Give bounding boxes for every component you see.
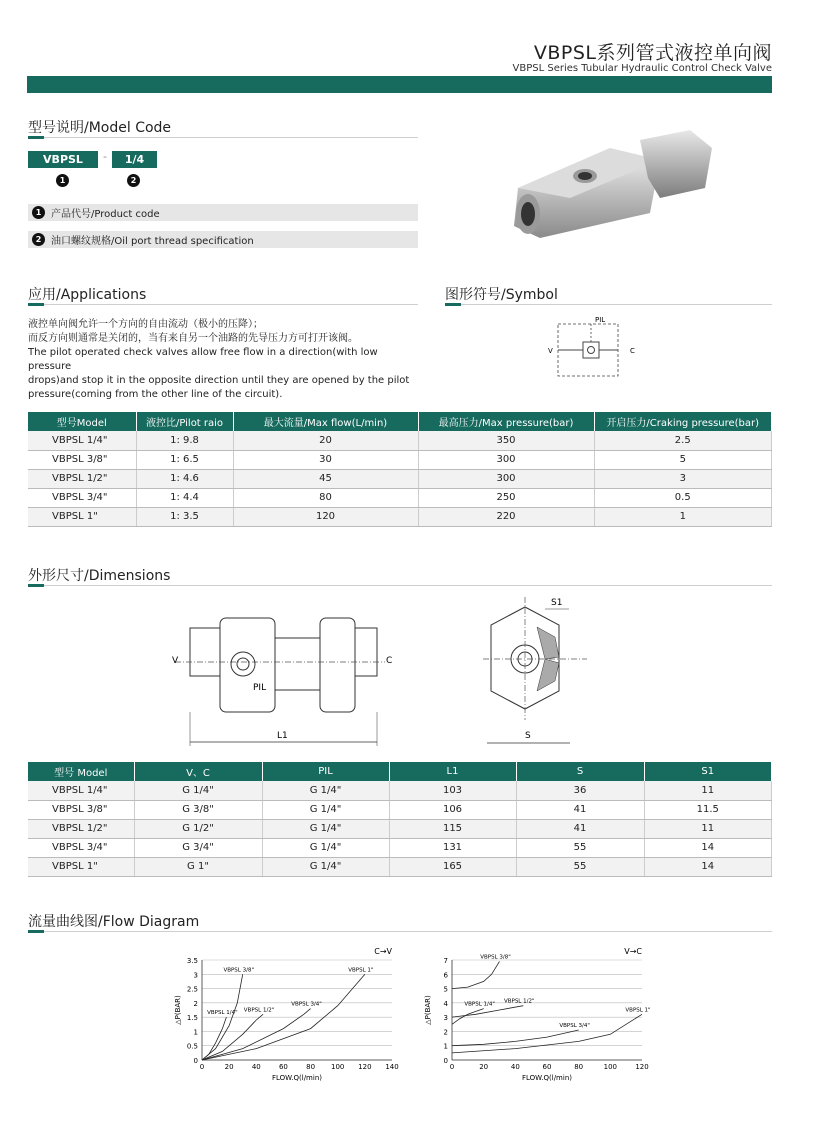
dim-table-cell: 11 <box>644 781 772 800</box>
dim-header-cell: 型号 Model <box>28 762 134 781</box>
series-label: VBPSL 3/8" <box>223 967 254 974</box>
dim-table-cell: 14 <box>644 857 772 876</box>
dim-table-cell: 41 <box>516 819 644 838</box>
series-label: VBPSL 1" <box>625 1007 651 1014</box>
spec-table-row <box>28 431 772 450</box>
spec-table <box>28 412 772 527</box>
spec-table-cell: VBPSL 1" <box>28 507 136 526</box>
series-line <box>452 961 500 988</box>
spec-table-cell: 20 <box>233 431 418 450</box>
spec-table-cell: 300 <box>418 469 594 488</box>
y-tick-label: 0 <box>443 1057 448 1065</box>
x-tick-label: 120 <box>358 1063 372 1071</box>
row-text: 产品代号/Product code <box>51 209 160 220</box>
row-text: 油口螺纹规格/Oil port thread specification <box>51 236 254 247</box>
series-label: VBPSL 3/4" <box>291 1001 322 1008</box>
flow-divider <box>28 931 772 932</box>
x-tick-label: 120 <box>635 1063 649 1071</box>
page-title-en: VBPSL Series Tubular Hydraulic Control Check Valve <box>512 63 772 74</box>
model-code-box-1: VBPSL <box>28 151 98 168</box>
y-tick-label: 5 <box>443 985 448 994</box>
spec-table-cell: 120 <box>233 507 418 526</box>
spec-table-header <box>28 412 772 431</box>
x-tick-label: 40 <box>510 1063 520 1071</box>
dim-table-cell: G 3/8" <box>134 800 262 819</box>
spec-table-cell: 3 <box>594 469 772 488</box>
spec-table-cell: 250 <box>418 488 594 507</box>
y-tick-label: 3.5 <box>186 957 198 965</box>
x-tick-label: 80 <box>574 1063 584 1071</box>
applications-title: 应用/Applications <box>28 287 147 303</box>
dim-table-cell: G 3/4" <box>134 838 262 857</box>
x-tick-label: 0 <box>199 1063 205 1071</box>
spec-table-cell: 1 <box>594 507 772 526</box>
y-axis-label: △P(BAR) <box>174 995 182 1025</box>
dimension-drawing-side <box>165 600 395 750</box>
spec-table-cell: VBPSL 1/2" <box>28 469 136 488</box>
dim-table-cell: G 1/4" <box>262 800 389 819</box>
spec-table-cell: 1: 4.6 <box>136 469 233 488</box>
applications-line: 而反方向则通常是关闭的，当有来自另一个油路的先导压力方可打开该阀。 <box>28 333 358 344</box>
series-label: VBPSL 3/8" <box>480 954 511 961</box>
dim-table-cell: 55 <box>516 838 644 857</box>
dim-table-row <box>28 819 772 838</box>
symbol-pil-label: PIL <box>595 316 606 324</box>
end-s-label: S <box>525 731 531 741</box>
header-bar <box>27 76 772 93</box>
dim-table-row <box>28 857 772 876</box>
series-line <box>202 1017 226 1060</box>
series-label: VBPSL 1/2" <box>243 1007 275 1014</box>
spec-table-row <box>28 507 772 526</box>
spec-table-cell: 30 <box>233 450 418 469</box>
y-tick-label: 0 <box>193 1057 198 1065</box>
chart-title: C→V <box>374 947 392 956</box>
spec-table-cell: VBPSL 3/4" <box>28 488 136 507</box>
x-tick-label: 60 <box>542 1063 552 1071</box>
y-tick-label: 7 <box>443 957 448 965</box>
side-v-label: V <box>172 656 179 666</box>
spec-table-cell: 45 <box>233 469 418 488</box>
spec-table-cell: 2.5 <box>594 431 772 450</box>
dim-table-cell: G 1/2" <box>134 819 262 838</box>
x-tick-label: 40 <box>251 1063 261 1071</box>
spec-table-cell: 80 <box>233 488 418 507</box>
spec-table-cell: 300 <box>418 450 594 469</box>
x-tick-label: 140 <box>385 1063 399 1071</box>
spec-table-row <box>28 488 772 507</box>
applications-line: drops)and stop it in the opposite direction until they are opened by the pilot <box>28 375 410 386</box>
flow-chart-c-to-v <box>170 942 405 1087</box>
chart-title: V→C <box>624 947 642 956</box>
model-code-row-1 <box>28 204 418 221</box>
dim-table-cell: 103 <box>389 781 516 800</box>
dim-table-cell: VBPSL 3/8" <box>28 800 134 819</box>
side-pil-label: PIL <box>253 683 267 693</box>
spec-header-cell: 最高压力/Max pressure(bar) <box>418 412 594 431</box>
y-tick-label: 3 <box>443 1014 448 1023</box>
y-tick-label: 1.5 <box>186 1014 198 1023</box>
dim-header-cell: S1 <box>644 762 772 781</box>
y-tick-label: 3 <box>193 971 198 980</box>
series-label: VBPSL 1" <box>348 967 374 974</box>
series-label: VBPSL 1/4" <box>207 1010 238 1017</box>
dim-table-cell: G 1/4" <box>262 781 389 800</box>
dim-table-cell: 55 <box>516 857 644 876</box>
dim-table-cell: VBPSL 1" <box>28 857 134 876</box>
side-c-label: C <box>386 656 393 666</box>
y-tick-label: 4 <box>443 999 448 1008</box>
series-line <box>452 1014 642 1053</box>
dim-table-cell: 41 <box>516 800 644 819</box>
y-tick-label: 2 <box>193 999 198 1008</box>
y-tick-label: 2 <box>443 1028 448 1037</box>
spec-table-cell: 5 <box>594 450 772 469</box>
spec-table-cell: 350 <box>418 431 594 450</box>
dim-header-cell: PIL <box>262 762 389 781</box>
x-tick-label: 20 <box>224 1063 234 1071</box>
model-code-dash: - <box>103 150 107 163</box>
symbol-divider <box>445 304 772 305</box>
symbol-v-label: V <box>548 347 553 355</box>
x-tick-label: 60 <box>278 1063 288 1071</box>
dim-table-cell: 165 <box>389 857 516 876</box>
x-tick-label: 0 <box>449 1063 455 1071</box>
y-tick-label: 2.5 <box>186 985 198 994</box>
model-code-number-2: 2 <box>127 174 140 187</box>
dimension-drawing-end <box>475 595 595 750</box>
dim-table-cell: G 1/4" <box>134 781 262 800</box>
dim-header-cell: S <box>516 762 644 781</box>
y-tick-label: 1 <box>443 1042 448 1051</box>
dim-table-cell: 11.5 <box>644 800 772 819</box>
dim-header-cell: L1 <box>389 762 516 781</box>
model-code-number-1: 1 <box>56 174 69 187</box>
y-tick-label: 6 <box>443 971 448 980</box>
symbol-title: 图形符号/Symbol <box>445 287 558 303</box>
valve-product-photo <box>500 118 720 248</box>
dim-table-row <box>28 781 772 800</box>
dim-table-cell: 11 <box>644 819 772 838</box>
dim-table-cell: G 1/4" <box>262 857 389 876</box>
dimensions-divider <box>28 585 772 586</box>
spec-table-cell: 1: 6.5 <box>136 450 233 469</box>
side-l1-label: L1 <box>277 731 288 741</box>
row-number: 1 <box>32 206 45 219</box>
spec-header-cell: 最大流量/Max flow(L/min) <box>233 412 418 431</box>
dim-table-row <box>28 838 772 857</box>
spec-header-cell: 开启压力/Craking pressure(bar) <box>594 412 772 431</box>
model-code-row-2 <box>28 231 418 248</box>
spec-table-cell: VBPSL 1/4" <box>28 431 136 450</box>
spec-table-row <box>28 469 772 488</box>
y-tick-label: 0.5 <box>186 1042 198 1051</box>
dim-table-cell: 14 <box>644 838 772 857</box>
spec-table-cell: 1: 4.4 <box>136 488 233 507</box>
applications-text <box>28 318 423 402</box>
dim-header-cell: V、C <box>134 762 262 781</box>
applications-line: The pilot operated check valves allow free flow in a direction(with low pressure <box>28 347 378 372</box>
x-tick-label: 20 <box>479 1063 489 1071</box>
applications-line: pressure(coming from the other line of the circuit). <box>28 389 283 400</box>
x-axis-label: FLOW.Q(l/min) <box>271 1074 323 1082</box>
x-tick-label: 80 <box>306 1063 316 1071</box>
dim-table-cell: G 1/4" <box>262 838 389 857</box>
symbol-c-label: C <box>630 347 635 355</box>
series-label: VBPSL 3/4" <box>559 1023 590 1029</box>
dim-table-row <box>28 800 772 819</box>
spec-table-row <box>28 450 772 469</box>
applications-line: 液控单向阀允许一个方向的自由流动（极小的压降）； <box>28 319 263 330</box>
dim-table-cell: VBPSL 1/2" <box>28 819 134 838</box>
series-line <box>202 1014 263 1060</box>
dim-table-cell: G 1/4" <box>262 819 389 838</box>
model-code-divider <box>28 137 418 138</box>
flow-title: 流量曲线图/Flow Diagram <box>28 914 200 930</box>
series-label: VBPSL 1/2" <box>503 998 535 1005</box>
flow-chart-v-to-c <box>420 942 655 1087</box>
dim-table-cell: G 1" <box>134 857 262 876</box>
dim-table-cell: VBPSL 3/4" <box>28 838 134 857</box>
model-code-title: 型号说明/Model Code <box>28 120 172 136</box>
end-s1-label: S1 <box>551 598 563 608</box>
spec-table-cell: 0.5 <box>594 488 772 507</box>
dim-table-cell: 115 <box>389 819 516 838</box>
series-label: VBPSL 1/4" <box>464 1001 495 1008</box>
spec-header-cell: 液控比/Pilot raio <box>136 412 233 431</box>
spec-header-cell: 型号Model <box>28 412 136 431</box>
applications-divider <box>28 304 418 305</box>
model-code-box-2: 1/4 <box>112 151 157 168</box>
y-axis-label: △P(BAR) <box>424 995 432 1025</box>
hydraulic-symbol <box>540 312 640 382</box>
spec-table-cell: 220 <box>418 507 594 526</box>
dim-table-cell: 131 <box>389 838 516 857</box>
x-axis-label: FLOW.Q(l/min) <box>521 1074 573 1082</box>
spec-table-cell: VBPSL 3/8" <box>28 450 136 469</box>
spec-table-cell: 1: 9.8 <box>136 431 233 450</box>
x-tick-label: 100 <box>331 1063 345 1071</box>
dimensions-title: 外形尺寸/Dimensions <box>28 568 171 584</box>
x-tick-label: 100 <box>603 1063 618 1071</box>
page-title-cn: VBPSL系列管式液控单向阀 <box>533 42 772 64</box>
dim-table-cell: 36 <box>516 781 644 800</box>
row-number: 2 <box>32 233 45 246</box>
dim-table-cell: VBPSL 1/4" <box>28 781 134 800</box>
dim-table-cell: 106 <box>389 800 516 819</box>
y-tick-label: 1 <box>193 1028 198 1037</box>
dim-table-header <box>28 762 772 781</box>
spec-table-cell: 1: 3.5 <box>136 507 233 526</box>
dim-table <box>28 762 772 877</box>
